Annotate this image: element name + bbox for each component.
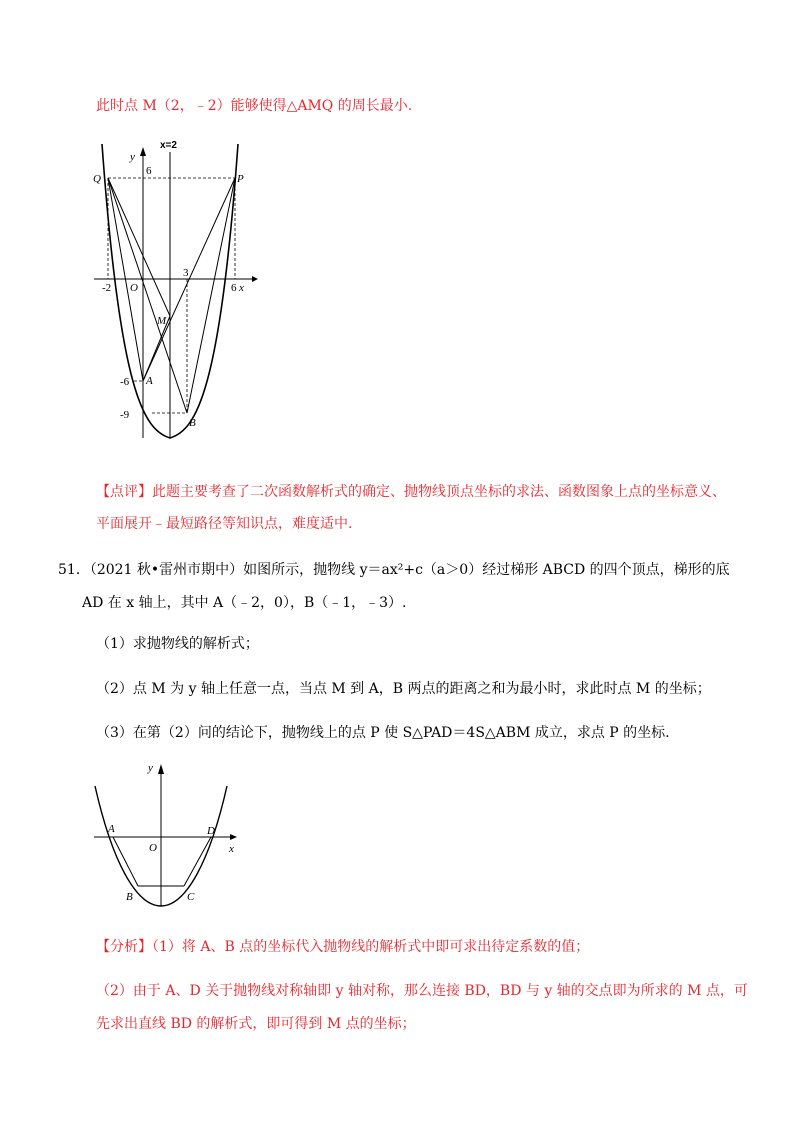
analysis-line-3: 先求出直线 BD 的解析式，即可得到 M 点的坐标； [96, 1016, 416, 1032]
figure-parabola-amq [92, 138, 262, 440]
problem-51-part-2: （2）点 M 为 y 轴上任意一点，当点 M 到 A，B 两点的距离之和为最小时，求此时点 M 的坐标； [96, 681, 711, 697]
segment-cd [184, 837, 211, 886]
problem-51-line-1: 51．（2021 秋•雷州市期中）如图所示，抛物线 y＝ax²+c（a＞0）经过梯形 ABCD 的四个顶点，梯形的底 [58, 562, 730, 578]
problem-51-part-1: （1）求抛物线的解析式； [96, 636, 259, 652]
problem-51-line-2: AD 在 x 轴上，其中 A（﹣2，0），B（﹣1，﹣3）. [82, 595, 407, 611]
label-x: x [239, 282, 244, 294]
label-y: y [130, 151, 135, 163]
label-neg9: -9 [120, 409, 130, 421]
analysis-line-1: 【分析】（1）将 A、B 点的坐标代入抛物线的解析式中即可求出待定系数的值； [96, 939, 590, 955]
label-6-x: 6 [231, 282, 237, 294]
label-O: O [149, 842, 157, 854]
label-Q: Q [93, 173, 101, 185]
label-M: M [157, 315, 167, 327]
x-axis-arrow [252, 276, 258, 282]
label-P: P [237, 173, 244, 185]
problem-51-part-3: （3）在第（2）问的结论下，抛物线上的点 P 使 S△PAD＝4S△ABM 成立，求点 P 的坐标. [96, 725, 670, 741]
label-B: B [126, 891, 133, 903]
label-A: A [108, 823, 115, 835]
label-A: A [146, 375, 153, 387]
label-B: B [189, 417, 196, 429]
analysis-line-2: （2）由于 A、D 关于抛物线对称轴即 y 轴对称，那么连接 BD，BD 与 y 轴的交点即为所求的 M 点，可 [96, 983, 748, 999]
label-x-eq-2: x=2 [160, 140, 177, 151]
y-axis-arrow [140, 147, 146, 156]
label-neg6: -6 [120, 376, 130, 388]
label-3: 3 [183, 267, 189, 279]
y-axis-arrow [158, 764, 164, 774]
comment-line-2: 平面展开﹣最短路径等知识点，难度适中. [96, 516, 353, 532]
label-neg2: -2 [102, 282, 112, 294]
label-O: O [130, 282, 138, 294]
comment-line-1: 【点评】此题主要考查了二次函数解析式的确定、抛物线顶点坐标的求法、函数图象上点的坐标意义、 [96, 484, 726, 500]
label-y: y [148, 762, 153, 774]
segment-ab [113, 837, 138, 886]
segment-bp [187, 178, 235, 413]
label-x: x [229, 843, 234, 855]
figure-trapezoid-parabola [90, 756, 246, 908]
label-y-6: 6 [146, 165, 152, 177]
x-axis-arrow [230, 834, 237, 840]
label-D: D [207, 825, 215, 837]
label-C: C [187, 891, 195, 903]
answer-conclusion: 此时点 M（2，﹣2）能够使得△AMQ 的周长最小. [96, 98, 413, 114]
